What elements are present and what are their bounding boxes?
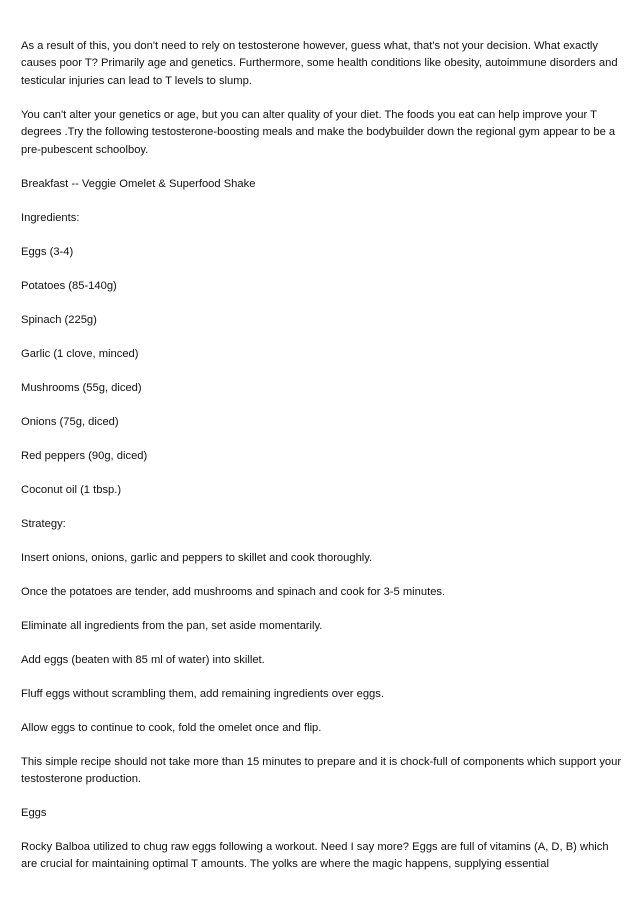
ingredient-item: Onions (75g, diced)	[21, 415, 119, 428]
ingredient-item: Eggs (3-4)	[21, 245, 74, 258]
ingredient-item: Mushrooms (55g, diced)	[21, 381, 142, 394]
ingredients-heading: Ingredients:	[21, 211, 80, 224]
paragraph-eggs: Rocky Balboa utilized to chug raw eggs following a workout. Need I say more? Eggs are full of vitamins (A, D, B) which are crucial for maintaining optimal T amounts. The yolks are where the magic happens, supplying essential	[21, 841, 609, 871]
ingredient-item: Red peppers (90g, diced)	[21, 449, 148, 462]
ingredient-item: Spinach (225g)	[21, 313, 97, 326]
ingredient-item: Garlic (1 clove, minced)	[21, 347, 139, 360]
strategy-heading: Strategy:	[21, 517, 66, 530]
ingredient-item: Potatoes (85-140g)	[21, 279, 117, 292]
paragraph-intro: As a result of this, you don't need to rely on testosterone however, guess what, that's not your decision. What exactly causes poor T? Primarily age and genetics. Furthermore, some health conditions like obesity, autoimmune disorders and testicular injuries can lead to T levels to slump.	[21, 40, 618, 87]
strategy-step: Fluff eggs without scrambling them, add remaining ingredients over eggs.	[21, 687, 384, 700]
paragraph-diet: You can't alter your genetics or age, but you can alter quality of your diet. The foods you eat can help improve your T degrees .Try the following testosterone-boosting meals and make the bodybuilder down the regional gym appear to be a pre-pubescent schoolboy.	[21, 108, 616, 156]
strategy-step: Once the potatoes are tender, add mushrooms and spinach and cook for 3-5 minutes.	[21, 585, 446, 598]
strategy-step: Add eggs (beaten with 85 ml of water) into skillet.	[21, 653, 265, 666]
strategy-step: Eliminate all ingredients from the pan, set aside momentarily.	[21, 619, 323, 632]
section-heading-eggs: Eggs	[21, 807, 47, 820]
document-page	[21, 38, 623, 874]
recipe-title: Breakfast -- Veggie Omelet & Superfood Shake	[21, 177, 256, 190]
paragraph-summary: This simple recipe should not take more than 15 minutes to prepare and it is chock-full of components which support your testosterone production.	[21, 755, 622, 786]
strategy-step: Allow eggs to continue to cook, fold the omelet once and flip.	[21, 721, 322, 734]
strategy-step: Insert onions, onions, garlic and peppers to skillet and cook thoroughly.	[21, 551, 373, 564]
ingredient-item: Coconut oil (1 tbsp.)	[21, 483, 122, 496]
